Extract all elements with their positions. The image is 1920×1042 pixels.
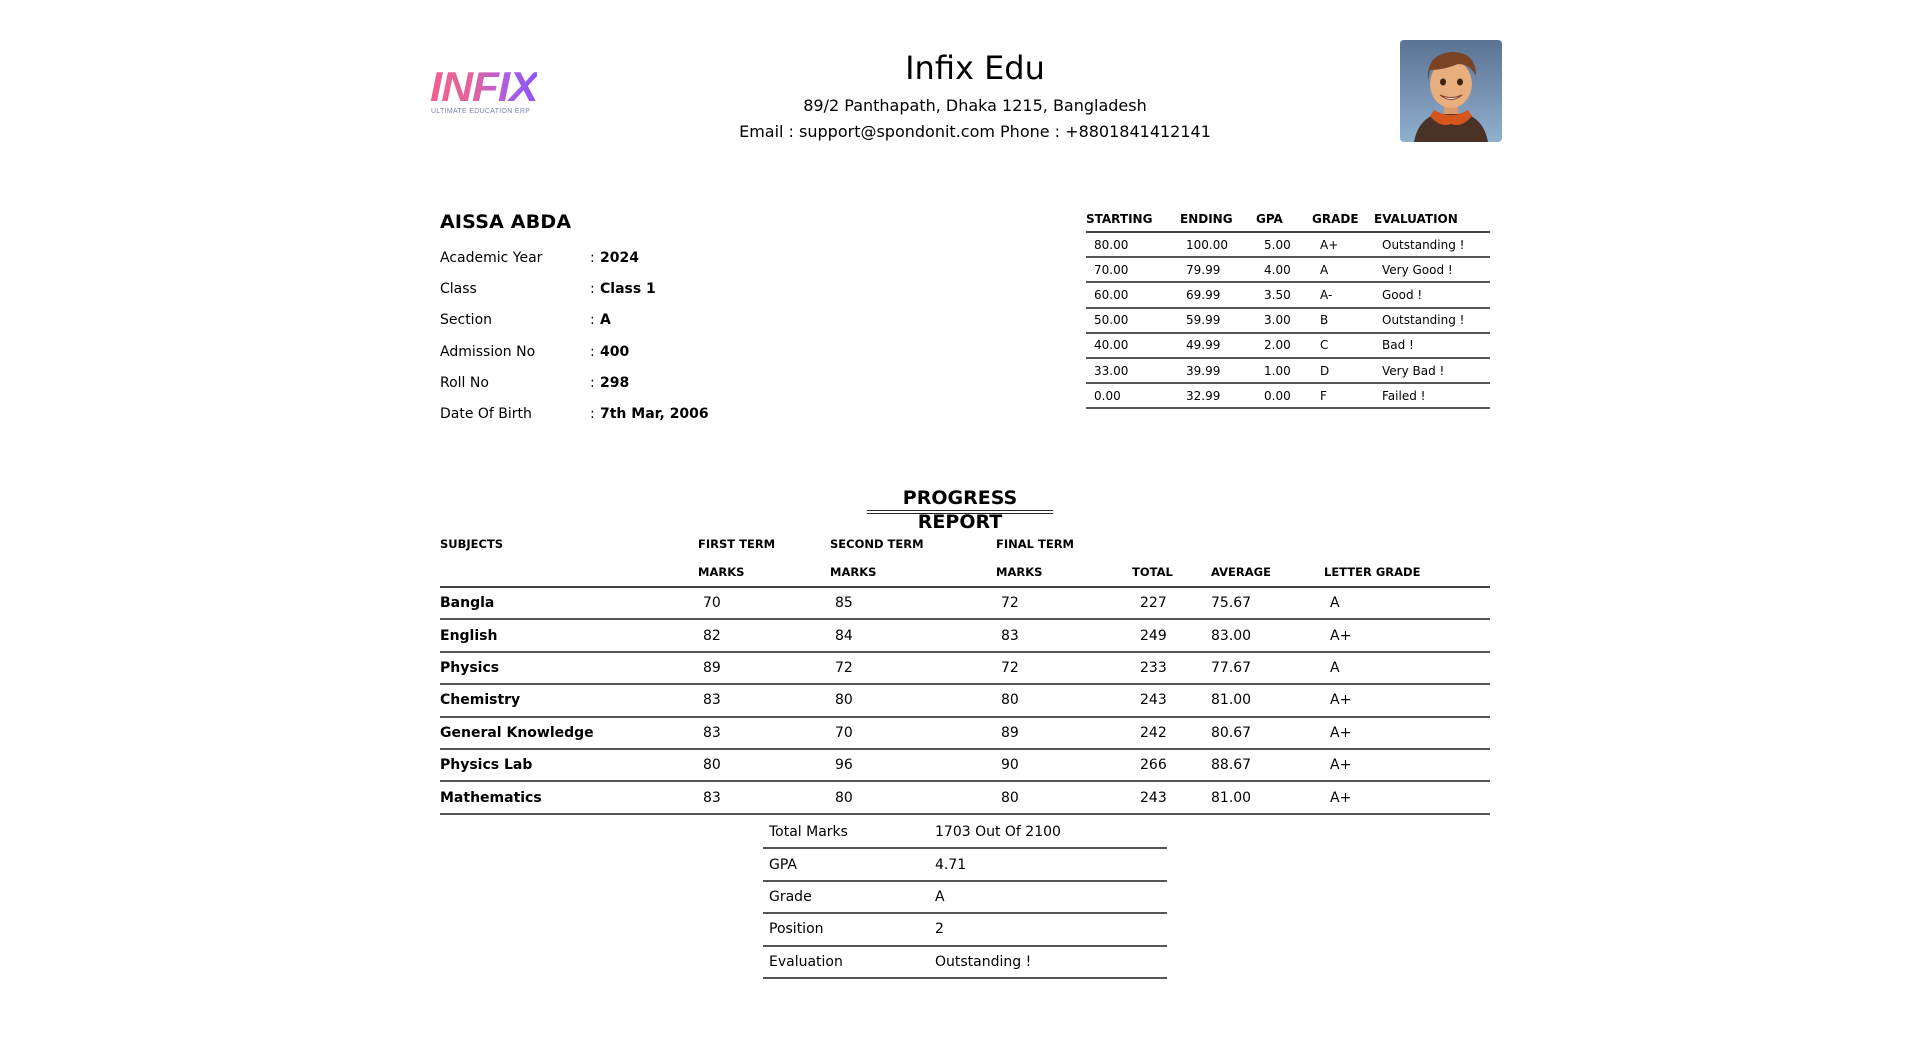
info-colon: :	[590, 374, 595, 391]
info-colon: :	[590, 312, 595, 329]
cell-starting: 33.00	[1086, 358, 1180, 383]
info-value: Class 1	[600, 280, 656, 297]
logo-tagline: ULTIMATE EDUCATION ERP	[431, 108, 531, 115]
cell-subject: English	[440, 619, 698, 651]
header-second-term: SECOND TERM	[830, 537, 924, 552]
header-blank	[1132, 530, 1211, 559]
cell-average: 80.67	[1211, 717, 1324, 749]
info-label: Class	[440, 280, 477, 297]
cell-second-term: 80	[830, 781, 996, 813]
cell-average: 81.00	[1211, 781, 1324, 813]
grade-scale-row	[1086, 308, 1490, 333]
cell-total: 227	[1132, 587, 1211, 619]
subject-row	[440, 684, 1490, 716]
info-row-date-of-birth	[440, 398, 770, 429]
header-blank	[1324, 530, 1490, 559]
cell-ending: 49.99	[1180, 333, 1256, 358]
cell-final-term: 83	[996, 619, 1132, 651]
cell-letter-grade: A+	[1324, 781, 1490, 813]
grade-scale-row	[1086, 257, 1490, 282]
summary-label: Grade	[763, 881, 935, 913]
student-photo	[1400, 40, 1502, 142]
subject-row	[440, 717, 1490, 749]
grade-scale-row	[1086, 282, 1490, 307]
summary-row-evaluation	[763, 946, 1167, 978]
cell-average: 83.00	[1211, 619, 1324, 651]
header-grade: GRADE	[1312, 206, 1374, 232]
summary-value: 1703 Out Of 2100	[935, 816, 1167, 848]
cell-ending: 32.99	[1180, 383, 1256, 408]
cell-total: 243	[1132, 684, 1211, 716]
cell-evaluation: Very Good !	[1374, 257, 1490, 282]
summary-label: Total Marks	[763, 816, 935, 848]
cell-gpa: 4.00	[1256, 257, 1312, 282]
info-value: 298	[600, 374, 630, 391]
title-underline	[867, 510, 1053, 514]
cell-final-term: 89	[996, 717, 1132, 749]
cell-final-term: 72	[996, 652, 1132, 684]
cell-grade: D	[1312, 358, 1374, 383]
header-ending: ENDING	[1180, 206, 1256, 232]
info-row-roll-no	[440, 367, 770, 398]
header-marks: MARKS	[830, 559, 996, 588]
summary-row-position	[763, 913, 1167, 945]
marks-table	[440, 530, 1490, 815]
school-name: Infix Edu	[905, 49, 1045, 87]
cell-letter-grade: A+	[1324, 684, 1490, 716]
info-colon: :	[590, 343, 595, 360]
cell-total: 243	[1132, 781, 1211, 813]
info-value: 7th Mar, 2006	[600, 406, 709, 423]
cell-grade: A	[1312, 257, 1374, 282]
cell-grade: B	[1312, 308, 1374, 333]
cell-first-term: 83	[698, 781, 830, 813]
cell-ending: 39.99	[1180, 358, 1256, 383]
info-label: Academic Year	[440, 249, 543, 266]
marks-header-bottom	[440, 559, 1490, 588]
cell-total: 242	[1132, 717, 1211, 749]
info-label: Section	[440, 312, 493, 329]
cell-starting: 40.00	[1086, 333, 1180, 358]
cell-average: 75.67	[1211, 587, 1324, 619]
cell-average: 77.67	[1211, 652, 1324, 684]
school-contact: Email : support@spondonit.com Phone : +8801841412141	[739, 122, 1211, 141]
cell-total: 249	[1132, 619, 1211, 651]
cell-letter-grade: A+	[1324, 749, 1490, 781]
cell-final-term: 80	[996, 781, 1132, 813]
cell-final-term: 90	[996, 749, 1132, 781]
cell-ending: 100.00	[1180, 232, 1256, 257]
summary-table	[763, 816, 1167, 979]
header-evaluation: EVALUATION	[1374, 206, 1490, 232]
student-info	[440, 210, 770, 430]
cell-evaluation: Outstanding !	[1374, 308, 1490, 333]
info-row-section	[440, 305, 770, 336]
header-final-term: FINAL TERM	[996, 537, 1074, 552]
cell-first-term: 83	[698, 684, 830, 716]
cell-letter-grade: A	[1324, 652, 1490, 684]
cell-gpa: 1.00	[1256, 358, 1312, 383]
summary-value: 2	[935, 913, 1167, 945]
school-header	[700, 48, 1250, 142]
cell-evaluation: Very Bad !	[1374, 358, 1490, 383]
cell-second-term: 96	[830, 749, 996, 781]
header-marks: MARKS	[996, 559, 1132, 588]
cell-starting: 50.00	[1086, 308, 1180, 333]
cell-evaluation: Outstanding !	[1374, 232, 1490, 257]
header-starting: STARTING	[1086, 206, 1180, 232]
cell-starting: 0.00	[1086, 383, 1180, 408]
cell-grade: A-	[1312, 282, 1374, 307]
header-total: TOTAL	[1132, 559, 1211, 588]
cell-final-term: 80	[996, 684, 1132, 716]
cell-total: 266	[1132, 749, 1211, 781]
info-colon: :	[590, 249, 595, 266]
header-gpa: GPA	[1256, 206, 1312, 232]
student-name: AISSA ABDA	[440, 211, 572, 233]
subject-row	[440, 749, 1490, 781]
subject-row	[440, 781, 1490, 813]
cell-first-term: 89	[698, 652, 830, 684]
cell-ending: 69.99	[1180, 282, 1256, 307]
header-letter-grade: LETTER GRADE	[1324, 559, 1490, 588]
info-value: A	[600, 312, 611, 329]
header-subjects: SUBJECTS	[440, 537, 504, 552]
cell-gpa: 3.00	[1256, 308, 1312, 333]
cell-total: 233	[1132, 652, 1211, 684]
summary-row-grade	[763, 881, 1167, 913]
cell-letter-grade: A+	[1324, 619, 1490, 651]
grade-scale-row	[1086, 358, 1490, 383]
school-logo	[430, 63, 555, 118]
cell-gpa: 0.00	[1256, 383, 1312, 408]
header-blank	[1211, 530, 1324, 559]
summary-value: 4.71	[935, 848, 1167, 880]
info-row-class	[440, 273, 770, 304]
info-row-admission-no	[440, 336, 770, 367]
logo-text: INFIX	[430, 63, 538, 110]
cell-grade: C	[1312, 333, 1374, 358]
subject-row	[440, 587, 1490, 619]
cell-second-term: 85	[830, 587, 996, 619]
cell-gpa: 2.00	[1256, 333, 1312, 358]
cell-second-term: 80	[830, 684, 996, 716]
summary-value: Outstanding !	[935, 946, 1167, 978]
cell-starting: 60.00	[1086, 282, 1180, 307]
header-marks: MARKS	[698, 559, 830, 588]
grade-scale-table	[1086, 206, 1490, 409]
cell-ending: 59.99	[1180, 308, 1256, 333]
cell-average: 88.67	[1211, 749, 1324, 781]
marks-header-top	[440, 530, 1490, 559]
progress-report-title: PROGRESS REPORT	[902, 487, 1018, 533]
cell-subject: Physics Lab	[440, 749, 698, 781]
summary-row-total-marks	[763, 816, 1167, 848]
cell-grade: A+	[1312, 232, 1374, 257]
cell-second-term: 72	[830, 652, 996, 684]
cell-gpa: 5.00	[1256, 232, 1312, 257]
cell-subject: Physics	[440, 652, 698, 684]
info-row-academic-year	[440, 242, 770, 273]
info-label: Date Of Birth	[440, 406, 532, 423]
cell-subject: Mathematics	[440, 781, 698, 813]
cell-subject: Bangla	[440, 587, 698, 619]
summary-label: GPA	[763, 848, 935, 880]
summary-label: Position	[763, 913, 935, 945]
grade-scale-header	[1086, 206, 1490, 232]
summary-label: Evaluation	[763, 946, 935, 978]
cell-evaluation: Bad !	[1374, 333, 1490, 358]
info-label: Roll No	[440, 374, 489, 391]
info-colon: :	[590, 280, 595, 297]
cell-grade: F	[1312, 383, 1374, 408]
header-blank	[440, 559, 698, 588]
cell-first-term: 70	[698, 587, 830, 619]
cell-first-term: 83	[698, 717, 830, 749]
subject-row	[440, 619, 1490, 651]
cell-first-term: 80	[698, 749, 830, 781]
info-value: 400	[600, 343, 630, 360]
cell-gpa: 3.50	[1256, 282, 1312, 307]
cell-average: 81.00	[1211, 684, 1324, 716]
school-address: 89/2 Panthapath, Dhaka 1215, Bangladesh	[803, 96, 1147, 115]
cell-subject: Chemistry	[440, 684, 698, 716]
info-value: 2024	[600, 249, 639, 266]
grade-scale-row	[1086, 333, 1490, 358]
grade-scale-row	[1086, 383, 1490, 408]
summary-row-gpa	[763, 848, 1167, 880]
header-first-term: FIRST TERM	[698, 537, 776, 552]
grade-scale-row	[1086, 232, 1490, 257]
cell-second-term: 70	[830, 717, 996, 749]
cell-first-term: 82	[698, 619, 830, 651]
cell-ending: 79.99	[1180, 257, 1256, 282]
subject-row	[440, 652, 1490, 684]
cell-letter-grade: A	[1324, 587, 1490, 619]
cell-starting: 80.00	[1086, 232, 1180, 257]
student-avatar-icon	[1400, 40, 1502, 142]
header-average: AVERAGE	[1211, 559, 1324, 588]
cell-letter-grade: A+	[1324, 717, 1490, 749]
cell-starting: 70.00	[1086, 257, 1180, 282]
cell-second-term: 84	[830, 619, 996, 651]
cell-final-term: 72	[996, 587, 1132, 619]
cell-evaluation: Good !	[1374, 282, 1490, 307]
cell-evaluation: Failed !	[1374, 383, 1490, 408]
cell-subject: General Knowledge	[440, 717, 698, 749]
info-label: Admission No	[440, 343, 536, 360]
info-colon: :	[590, 406, 595, 423]
summary-value: A	[935, 881, 1167, 913]
